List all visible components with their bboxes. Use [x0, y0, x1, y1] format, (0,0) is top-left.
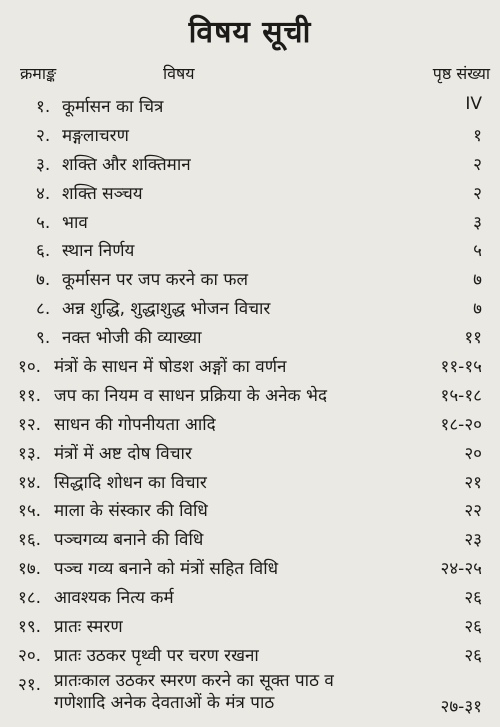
entry-title: कूर्मासन का चित्र: [62, 97, 164, 117]
entry-page: २३: [464, 530, 482, 551]
toc-entry: [0, 90, 500, 119]
entry-title: मंत्रों में अष्ट दोष विचार: [54, 443, 192, 464]
toc-entry: [0, 321, 500, 350]
entry-title: शक्ति और शक्तिमान: [62, 154, 191, 175]
entry-title: सिद्धादि शोधन का विचार: [54, 472, 207, 493]
entry-page: २७-३१: [440, 696, 482, 717]
entry-number: १८.: [18, 588, 42, 609]
entry-page: २६: [464, 617, 482, 638]
entry-number: १२.: [18, 414, 42, 435]
toc-entry: [0, 234, 500, 263]
entry-number: २१.: [18, 674, 42, 695]
entry-page: ७: [473, 270, 482, 291]
entry-title: कूर्मासन पर जप करने का फल: [62, 270, 248, 291]
entry-page: १: [473, 125, 482, 146]
entry-number: ६.: [36, 241, 51, 262]
toc-entry: [0, 552, 500, 581]
entry-title-line: प्रातःकाल उठकर स्मरण करने का सूक्त पाठ व: [54, 670, 334, 691]
entry-page: ११: [464, 328, 482, 349]
entry-number: १९.: [18, 617, 42, 638]
entry-title: आवश्यक नित्य कर्म: [54, 588, 174, 609]
entry-page: १५-१८: [440, 385, 482, 406]
entry-title: माला के संस्कार की विधि: [54, 501, 208, 522]
toc-entry: [0, 292, 500, 321]
entry-title: मङ्गलाचरण: [62, 125, 129, 146]
toc-entry: [0, 379, 500, 408]
entry-title: मंत्रों के साधन में षोडश अङ्गों का वर्णन: [54, 357, 287, 378]
page-column-header: पृष्ठ संख्या: [432, 64, 490, 83]
entry-title: भाव: [62, 212, 88, 233]
toc-entry: [0, 350, 500, 379]
entry-title: पञ्चगव्य बनाने की विधि: [54, 530, 204, 551]
entry-page: ३: [473, 212, 482, 233]
toc-entry: [0, 437, 500, 466]
toc-entry: [0, 610, 500, 639]
entry-title: प्रातः स्मरण: [54, 617, 123, 638]
entry-title: नक्त भोजी की व्याख्या: [62, 328, 202, 349]
entry-page: १८-२०: [440, 414, 482, 435]
entry-page: २६: [464, 588, 482, 609]
toc-entry: [0, 263, 500, 292]
entry-number: ९.: [36, 328, 51, 349]
entry-title: शक्ति सञ्चय: [62, 183, 143, 204]
entry-page: २२: [464, 501, 482, 522]
entry-number: १७.: [18, 559, 42, 580]
toc-entry: [0, 494, 500, 523]
entry-title-line: गणेशादि अनेक देवताओं के मंत्र पाठ: [54, 692, 275, 713]
toc-entry: [0, 581, 500, 610]
entry-title: अन्न शुद्धि, शुद्धाशुद्ध भोजन विचार: [62, 299, 271, 320]
toc-list: [0, 90, 500, 716]
toc-entry: [0, 177, 500, 206]
entry-number: २०.: [18, 645, 42, 666]
toc-entry: [0, 523, 500, 552]
entry-number: १६.: [18, 530, 42, 551]
subject-column-header: विषय: [163, 64, 195, 83]
entry-page: २: [473, 183, 482, 204]
entry-page: ७: [473, 299, 482, 320]
entry-number: १५.: [18, 501, 42, 522]
page-title: विषय सूची: [188, 15, 312, 50]
entry-title: [54, 670, 334, 714]
entry-number: ५.: [36, 212, 51, 233]
entry-title: स्थान निर्णय: [62, 241, 135, 262]
toc-entry: [0, 466, 500, 495]
entry-page: २४-२५: [440, 559, 482, 580]
entry-title: साधन की गोपनीयता आदि: [54, 414, 216, 435]
entry-page: ११-१५: [440, 357, 482, 378]
toc-entry: [0, 206, 500, 235]
entry-number: २.: [36, 125, 51, 146]
entry-page: २०: [464, 443, 482, 464]
entry-number: ११.: [18, 385, 42, 406]
entry-page: २१: [464, 472, 482, 493]
entry-number: १.: [36, 97, 51, 117]
entry-number: १३.: [18, 443, 42, 464]
entry-title: प्रातः उठकर पृथ्वी पर चरण रखना: [54, 645, 259, 666]
toc-entry: [0, 668, 500, 716]
entry-number: ३.: [36, 154, 51, 175]
entry-number: १०.: [18, 357, 42, 378]
toc-entry: [0, 119, 500, 148]
entry-number: १४.: [18, 472, 42, 493]
entry-number: ४.: [36, 183, 51, 204]
entry-title: पञ्च गव्य बनाने को मंत्रों सहित विधि: [54, 559, 279, 580]
entry-page: २: [473, 154, 482, 175]
entry-number: ८.: [36, 299, 51, 320]
entry-number: ७.: [36, 270, 51, 291]
serial-column-header: क्रमाङ्क: [20, 64, 57, 83]
toc-entry: [0, 148, 500, 177]
entry-page: २६: [464, 645, 482, 666]
entry-page: ५: [473, 241, 482, 262]
toc-entry: [0, 408, 500, 437]
entry-title: जप का नियम व साधन प्रक्रिया के अनेक भेद: [54, 385, 327, 406]
toc-entry: [0, 639, 500, 668]
entry-page: IV: [465, 94, 482, 114]
